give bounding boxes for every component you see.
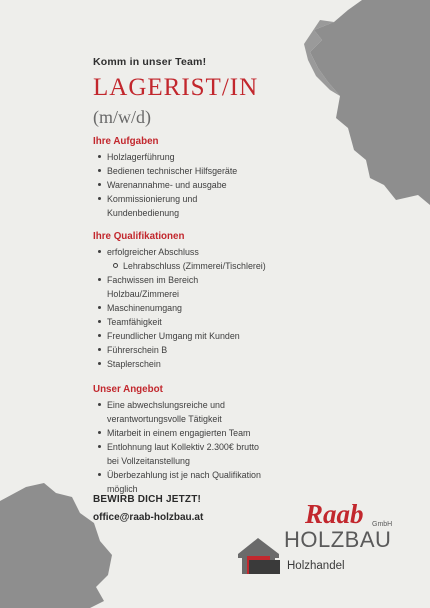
- list-item-line: Kommissionierung und: [107, 194, 198, 204]
- tasks-section: [93, 136, 333, 220]
- logo-holzhandel: Holzhandel: [287, 560, 345, 572]
- offer-section: [93, 384, 333, 496]
- list-item: [93, 468, 333, 496]
- kicker-text: Komm in unser Team!: [93, 56, 207, 68]
- list-item-line: Überbezahlung ist je nach Qualifikation: [107, 470, 261, 480]
- qualifications-heading: Ihre Qualifikationen: [93, 231, 185, 242]
- list-item: Holzlagerführung: [93, 150, 333, 164]
- email-link[interactable]: office@raab-holzbau.at: [93, 512, 204, 523]
- job-title: LAGERIST/IN: [93, 74, 259, 101]
- call-to-action: [93, 494, 203, 523]
- tasks-list: [93, 150, 333, 220]
- offer-list: [93, 398, 333, 496]
- list-item: Freundlicher Umgang mit Kunden: [93, 329, 333, 343]
- qualifications-section: [93, 231, 333, 371]
- job-posting: [93, 56, 333, 496]
- list-item: [93, 440, 333, 468]
- list-item: erfolgreicher Abschluss: [93, 245, 333, 259]
- logo-gmbh: GmbH: [372, 521, 393, 528]
- logo-wordmark-raab: Raab: [305, 499, 364, 529]
- qualifications-list: [93, 245, 333, 371]
- list-item: [93, 192, 333, 220]
- list-item-line: bei Vollzeitanstellung: [107, 456, 190, 466]
- tasks-heading: Ihre Aufgaben: [93, 136, 159, 147]
- list-item-line: Holzbau/Zimmerei: [107, 289, 180, 299]
- list-item: [93, 398, 333, 426]
- logo-holzbau: HOLZBAU: [284, 527, 392, 552]
- list-item: Warenannahme- und ausgabe: [93, 178, 333, 192]
- cta-heading: BEWIRB DICH JETZT!: [93, 494, 202, 505]
- sub-list-item: Lehrabschluss (Zimmerei/Tischlerei): [93, 259, 333, 273]
- list-item-line: Eine abwechslungsreiche und: [107, 400, 225, 410]
- list-item: Maschinenumgang: [93, 301, 333, 315]
- list-item-line: Kundenbedienung: [107, 208, 180, 218]
- company-logo: [236, 499, 406, 582]
- list-item: Mitarbeit in einem engagierten Team: [93, 426, 333, 440]
- list-item: Staplerschein: [93, 357, 333, 371]
- list-item: Teamfähigkeit: [93, 315, 333, 329]
- offer-heading: Unser Angebot: [93, 384, 163, 395]
- list-item-line: Entlohnung laut Kollektiv 2.300€ brutto: [107, 442, 259, 452]
- job-subtitle: (m/w/d): [93, 107, 151, 127]
- list-item-line: Fachwissen im Bereich: [107, 275, 199, 285]
- list-item: Bedienen technischer Hilfsgeräte: [93, 164, 333, 178]
- list-item: Führerschein B: [93, 343, 333, 357]
- list-item-line: verantwortungsvolle Tätigkeit: [107, 414, 222, 424]
- list-item: [93, 273, 333, 301]
- list-item-line: möglich: [107, 484, 138, 494]
- house-icon: [236, 534, 281, 576]
